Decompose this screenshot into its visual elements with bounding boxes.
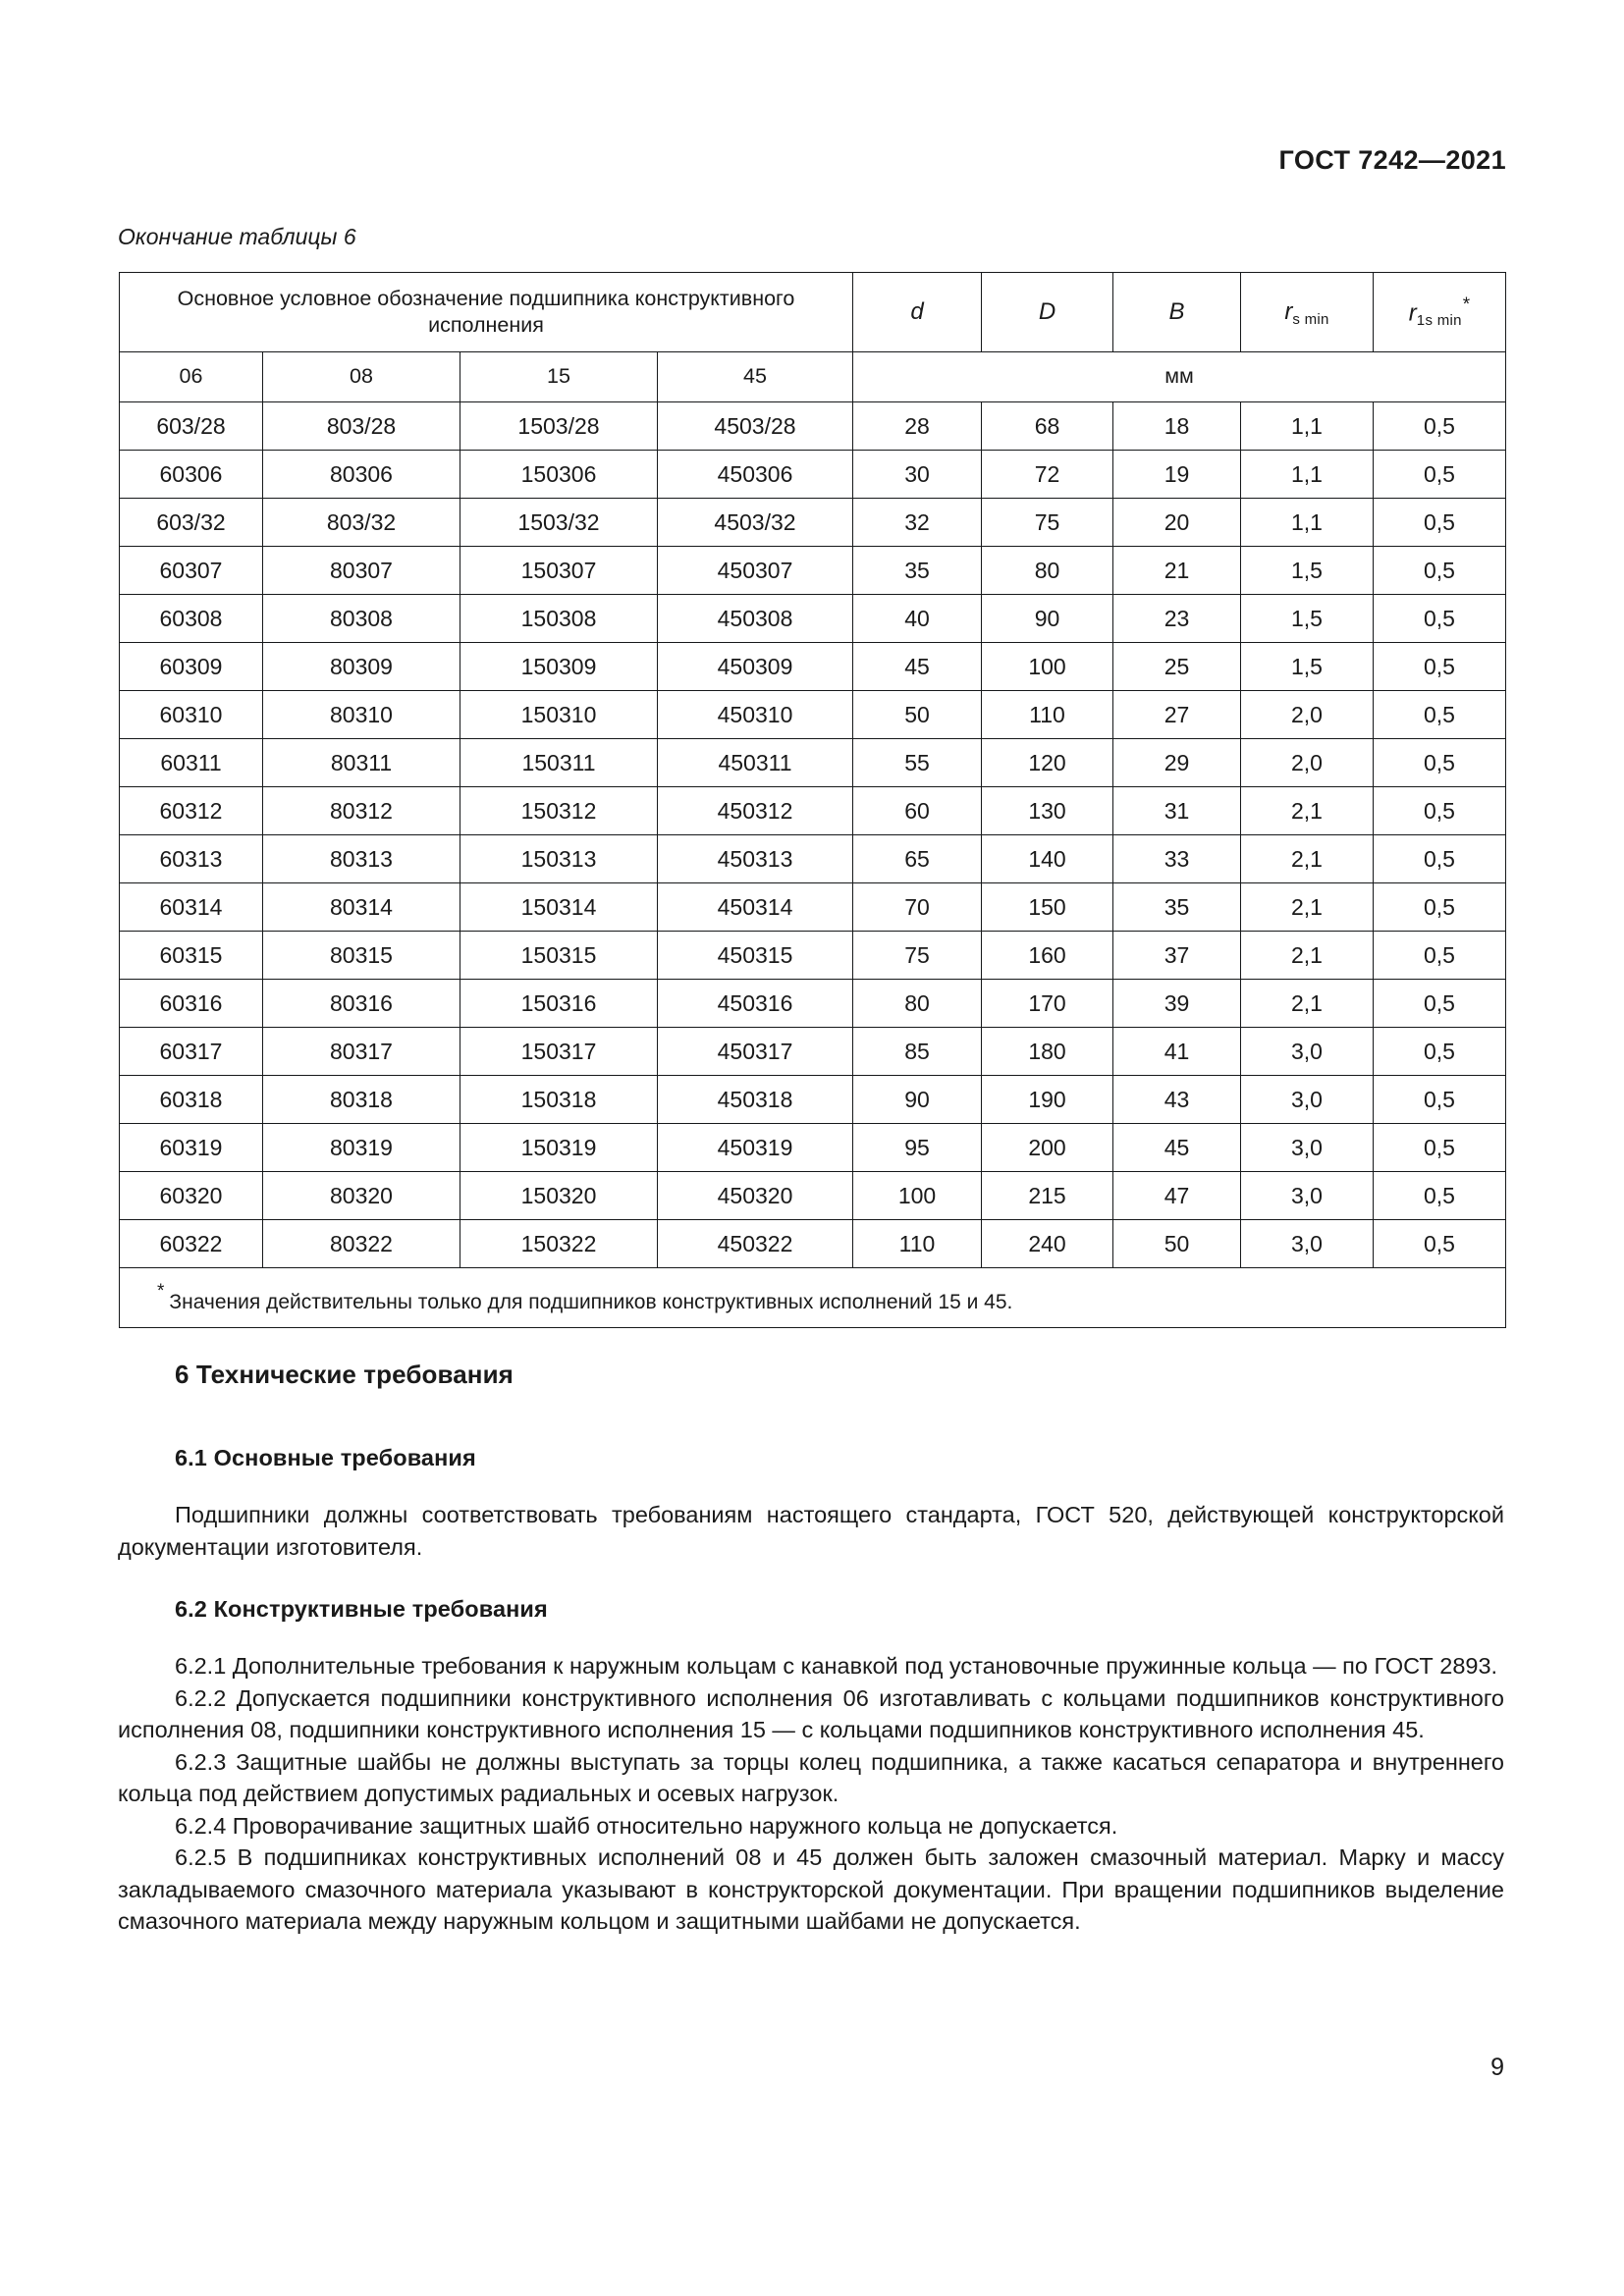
paragraph-6-2-1: 6.2.1 Дополнительные требования к наружным кольцам с канавкой под установочные пружинные кольца — по ГОСТ 2893. <box>175 1653 1498 1680</box>
table-row <box>120 739 1506 787</box>
table-cell: 80312 <box>263 787 460 835</box>
table-cell: 1,1 <box>1241 402 1374 451</box>
table-cell: 0,5 <box>1374 1172 1506 1220</box>
table-cell: 27 <box>1113 691 1241 739</box>
table-cell: 18 <box>1113 402 1241 451</box>
table-cell: 450309 <box>658 643 853 691</box>
table-cell: 2,1 <box>1241 883 1374 932</box>
col-header-B <box>1113 273 1241 352</box>
table-cell: 60320 <box>120 1172 263 1220</box>
table-row <box>120 980 1506 1028</box>
table-cell: 240 <box>982 1220 1113 1268</box>
table-cell: 1503/28 <box>460 402 658 451</box>
table-cell: 60318 <box>120 1076 263 1124</box>
table-cell: 80311 <box>263 739 460 787</box>
table-head-row-sub <box>120 352 1506 402</box>
table-cell: 4503/32 <box>658 499 853 547</box>
table-cell: 60307 <box>120 547 263 595</box>
table-cell: 60319 <box>120 1124 263 1172</box>
table-cell: 450318 <box>658 1076 853 1124</box>
table-row <box>120 499 1506 547</box>
symbol-r-s-min: $r_{s min}$ <box>1284 297 1329 328</box>
table-cell: 180 <box>982 1028 1113 1076</box>
table-cell: 80317 <box>263 1028 460 1076</box>
table-cell: 0,5 <box>1374 595 1506 643</box>
table-cell: 0,5 <box>1374 1028 1506 1076</box>
table-cell: 3,0 <box>1241 1028 1374 1076</box>
table-cell: 90 <box>982 595 1113 643</box>
table-cell: 2,0 <box>1241 691 1374 739</box>
table-cell: 30 <box>853 451 982 499</box>
col-header-d <box>853 273 982 352</box>
table-cell: 95 <box>853 1124 982 1172</box>
table-row <box>120 402 1506 451</box>
table-cell: 0,5 <box>1374 883 1506 932</box>
table-body <box>120 402 1506 1268</box>
table-6-continuation-wrapper <box>119 272 1505 1328</box>
table-cell: 150316 <box>460 980 658 1028</box>
table-cell: 100 <box>853 1172 982 1220</box>
table-cell: 85 <box>853 1028 982 1076</box>
table-cell: 25 <box>1113 643 1241 691</box>
table-cell: 80315 <box>263 932 460 980</box>
table-cell: 450320 <box>658 1172 853 1220</box>
table-cell: 72 <box>982 451 1113 499</box>
table-cell: 60306 <box>120 451 263 499</box>
table-cell: 80306 <box>263 451 460 499</box>
table-row <box>120 1172 1506 1220</box>
table-cell: 1,5 <box>1241 547 1374 595</box>
unit-label-mm: мм <box>853 352 1506 402</box>
table-cell: 450313 <box>658 835 853 883</box>
paragraph-6-2-3: 6.2.3 Защитные шайбы не должны выступать за торцы колец подшипника, а также касаться сепаратора и внутреннего кольца под действием допустимых радиальных и осевых нагрузок. <box>118 1748 1504 1807</box>
table-cell: 0,5 <box>1374 1124 1506 1172</box>
table-cell: 0,5 <box>1374 1220 1506 1268</box>
table-cell: 80309 <box>263 643 460 691</box>
table-cell: 29 <box>1113 739 1241 787</box>
table-cell: 60322 <box>120 1220 263 1268</box>
table-cell: 150313 <box>460 835 658 883</box>
table-head-row-main <box>120 273 1506 352</box>
table-cell: 150315 <box>460 932 658 980</box>
table-cell: 130 <box>982 787 1113 835</box>
table-cell: 60312 <box>120 787 263 835</box>
table-cell: 450312 <box>658 787 853 835</box>
table-cell: 39 <box>1113 980 1241 1028</box>
table-row <box>120 1220 1506 1268</box>
table-cell: 40 <box>853 595 982 643</box>
table-cell: 0,5 <box>1374 932 1506 980</box>
table-cell: 80318 <box>263 1076 460 1124</box>
table-row <box>120 691 1506 739</box>
table-cell: 80308 <box>263 595 460 643</box>
table-cell: 70 <box>853 883 982 932</box>
table-cell: 150306 <box>460 451 658 499</box>
table-cell: 75 <box>853 932 982 980</box>
table-cell: 200 <box>982 1124 1113 1172</box>
section-heading-6-2: 6.2 Конструктивные требования <box>175 1596 548 1623</box>
table-footnote <box>120 1268 1506 1328</box>
table-cell: 80320 <box>263 1172 460 1220</box>
table-cell: 80 <box>982 547 1113 595</box>
table-cell: 45 <box>853 643 982 691</box>
table-cell: 190 <box>982 1076 1113 1124</box>
table-cell: 80319 <box>263 1124 460 1172</box>
section-heading-6-1: 6.1 Основные требования <box>175 1445 476 1470</box>
table-cell: 21 <box>1113 547 1241 595</box>
table-cell: 50 <box>1113 1220 1241 1268</box>
table-cell: 2,1 <box>1241 932 1374 980</box>
table-cell: 80 <box>853 980 982 1028</box>
bearing-dimensions-table <box>119 272 1506 1328</box>
table-cell: 80314 <box>263 883 460 932</box>
table-cell: 0,5 <box>1374 1076 1506 1124</box>
table-cell: 80322 <box>263 1220 460 1268</box>
table-row <box>120 932 1506 980</box>
table-cell: 80307 <box>263 547 460 595</box>
table-row <box>120 1028 1506 1076</box>
table-cell: 2,1 <box>1241 835 1374 883</box>
table-row <box>120 1076 1506 1124</box>
table-cell: 33 <box>1113 835 1241 883</box>
table-cell: 55 <box>853 739 982 787</box>
table-cell: 450316 <box>658 980 853 1028</box>
table-cell: 1503/32 <box>460 499 658 547</box>
table-cell: 60317 <box>120 1028 263 1076</box>
table-cell: 150307 <box>460 547 658 595</box>
table-cell: 150322 <box>460 1220 658 1268</box>
table-cell: 100 <box>982 643 1113 691</box>
table-cell: 0,5 <box>1374 787 1506 835</box>
symbol-d: d <box>910 297 924 325</box>
table-cell: 35 <box>853 547 982 595</box>
symbol-r-1s-min: $r_{1s min}^*$ <box>1408 294 1471 330</box>
table-cell: 215 <box>982 1172 1113 1220</box>
subheader-06: 06 <box>120 352 263 402</box>
table-caption: Окончание таблицы 6 <box>118 224 356 249</box>
col-header-D <box>982 273 1113 352</box>
table-head <box>120 273 1506 402</box>
table-cell: 19 <box>1113 451 1241 499</box>
table-cell: 150 <box>982 883 1113 932</box>
table-cell: 450310 <box>658 691 853 739</box>
table-cell: 0,5 <box>1374 451 1506 499</box>
table-cell: 0,5 <box>1374 547 1506 595</box>
table-cell: 80316 <box>263 980 460 1028</box>
table-cell: 0,5 <box>1374 643 1506 691</box>
table-cell: 3,0 <box>1241 1220 1374 1268</box>
table-cell: 450314 <box>658 883 853 932</box>
symbol-D: D <box>1038 297 1056 325</box>
paragraph-6-1-1: Подшипники должны соответствовать требованиям настоящего стандарта, ГОСТ 520, действующей конструкторской документации изготовителя. <box>118 1502 1504 1560</box>
table-cell: 60310 <box>120 691 263 739</box>
table-cell: 60 <box>853 787 982 835</box>
table-cell: 150310 <box>460 691 658 739</box>
table-row <box>120 643 1506 691</box>
table-cell: 0,5 <box>1374 980 1506 1028</box>
table-cell: 110 <box>853 1220 982 1268</box>
table-cell: 160 <box>982 932 1113 980</box>
table-row <box>120 1124 1506 1172</box>
table-row <box>120 835 1506 883</box>
table-cell: 0,5 <box>1374 691 1506 739</box>
table-cell: 60309 <box>120 643 263 691</box>
subheader-08: 08 <box>263 352 460 402</box>
table-cell: 60313 <box>120 835 263 883</box>
table-cell: 60308 <box>120 595 263 643</box>
paragraph-6-2-4: 6.2.4 Проворачивание защитных шайб относительно наружного кольца не допускается. <box>175 1812 1118 1839</box>
table-cell: 20 <box>1113 499 1241 547</box>
table-cell: 603/28 <box>120 402 263 451</box>
table-cell: 32 <box>853 499 982 547</box>
col-header-r-1s-min <box>1374 273 1506 352</box>
table-cell: 3,0 <box>1241 1124 1374 1172</box>
symbol-B: B <box>1168 297 1185 325</box>
table-cell: 3,0 <box>1241 1076 1374 1124</box>
table-cell: 2,1 <box>1241 980 1374 1028</box>
running-header-standard-number: ГОСТ 7242—2021 <box>1278 145 1506 175</box>
table-row <box>120 883 1506 932</box>
table-row <box>120 547 1506 595</box>
paragraph-6-2-5: 6.2.5 В подшипниках конструктивных исполнений 08 и 45 должен быть заложен смазочный материал. Марку и массу закладываемого смазочного материала указывают в конструкторской документации. При вращении подшипников выделение смазочного материала между наружным кольцом и защитными шайбами не допускается. <box>118 1844 1504 1935</box>
table-cell: 150309 <box>460 643 658 691</box>
table-row <box>120 451 1506 499</box>
table-cell: 150319 <box>460 1124 658 1172</box>
table-cell: 1,1 <box>1241 499 1374 547</box>
footnote-text: Значения действительны только для подшипников конструктивных исполнений 15 и 45. <box>169 1290 1013 1313</box>
table-cell: 603/32 <box>120 499 263 547</box>
table-cell: 450311 <box>658 739 853 787</box>
table-cell: 450319 <box>658 1124 853 1172</box>
col-header-r-s-min <box>1241 273 1374 352</box>
table-cell: 60316 <box>120 980 263 1028</box>
table-cell: 450307 <box>658 547 853 595</box>
table-cell: 41 <box>1113 1028 1241 1076</box>
table-cell: 45 <box>1113 1124 1241 1172</box>
table-footnote-row <box>120 1268 1506 1328</box>
group-header-designation: Основное условное обозначение подшипника конструктивного исполнения <box>120 273 853 352</box>
table-cell: 150320 <box>460 1172 658 1220</box>
table-cell: 60311 <box>120 739 263 787</box>
table-foot <box>120 1268 1506 1328</box>
table-cell: 90 <box>853 1076 982 1124</box>
table-cell: 0,5 <box>1374 402 1506 451</box>
table-cell: 170 <box>982 980 1113 1028</box>
subheader-15: 15 <box>460 352 658 402</box>
footnote-marker: * <box>157 1280 165 1302</box>
table-cell: 35 <box>1113 883 1241 932</box>
table-cell: 80310 <box>263 691 460 739</box>
paragraph-6-2-2: 6.2.2 Допускается подшипники конструктивного исполнения 06 изготавливать с кольцами подшипников конструктивного исполнения 08, подшипники конструктивного исполнения 15 — с кольцами подшипников конструктивного исполнения 45. <box>118 1684 1504 1743</box>
table-cell: 2,0 <box>1241 739 1374 787</box>
body-content <box>118 1360 1504 1938</box>
table-cell: 140 <box>982 835 1113 883</box>
table-cell: 60315 <box>120 932 263 980</box>
table-cell: 120 <box>982 739 1113 787</box>
table-cell: 803/28 <box>263 402 460 451</box>
table-cell: 150318 <box>460 1076 658 1124</box>
table-cell: 0,5 <box>1374 739 1506 787</box>
table-cell: 1,5 <box>1241 643 1374 691</box>
table-cell: 450306 <box>658 451 853 499</box>
table-cell: 68 <box>982 402 1113 451</box>
table-cell: 150317 <box>460 1028 658 1076</box>
table-cell: 75 <box>982 499 1113 547</box>
table-cell: 31 <box>1113 787 1241 835</box>
table-cell: 50 <box>853 691 982 739</box>
table-cell: 28 <box>853 402 982 451</box>
section-heading-6: 6 Технические требования <box>175 1360 514 1389</box>
table-cell: 150312 <box>460 787 658 835</box>
table-cell: 150314 <box>460 883 658 932</box>
table-cell: 450322 <box>658 1220 853 1268</box>
table-cell: 47 <box>1113 1172 1241 1220</box>
table-cell: 65 <box>853 835 982 883</box>
table-cell: 23 <box>1113 595 1241 643</box>
table-cell: 450315 <box>658 932 853 980</box>
footnote-marker-header: * <box>1462 294 1471 316</box>
table-row <box>120 787 1506 835</box>
table-cell: 3,0 <box>1241 1172 1374 1220</box>
table-cell: 450317 <box>658 1028 853 1076</box>
table-cell: 80313 <box>263 835 460 883</box>
table-cell: 37 <box>1113 932 1241 980</box>
table-cell: 2,1 <box>1241 787 1374 835</box>
table-cell: 450308 <box>658 595 853 643</box>
table-cell: 0,5 <box>1374 499 1506 547</box>
table-cell: 1,5 <box>1241 595 1374 643</box>
table-cell: 1,1 <box>1241 451 1374 499</box>
page-number: 9 <box>1490 2054 1504 2081</box>
table-row <box>120 595 1506 643</box>
table-cell: 60314 <box>120 883 263 932</box>
subheader-45: 45 <box>658 352 853 402</box>
table-cell: 43 <box>1113 1076 1241 1124</box>
table-cell: 110 <box>982 691 1113 739</box>
table-cell: 150311 <box>460 739 658 787</box>
table-cell: 0,5 <box>1374 835 1506 883</box>
table-cell: 4503/28 <box>658 402 853 451</box>
table-cell: 150308 <box>460 595 658 643</box>
table-cell: 803/32 <box>263 499 460 547</box>
